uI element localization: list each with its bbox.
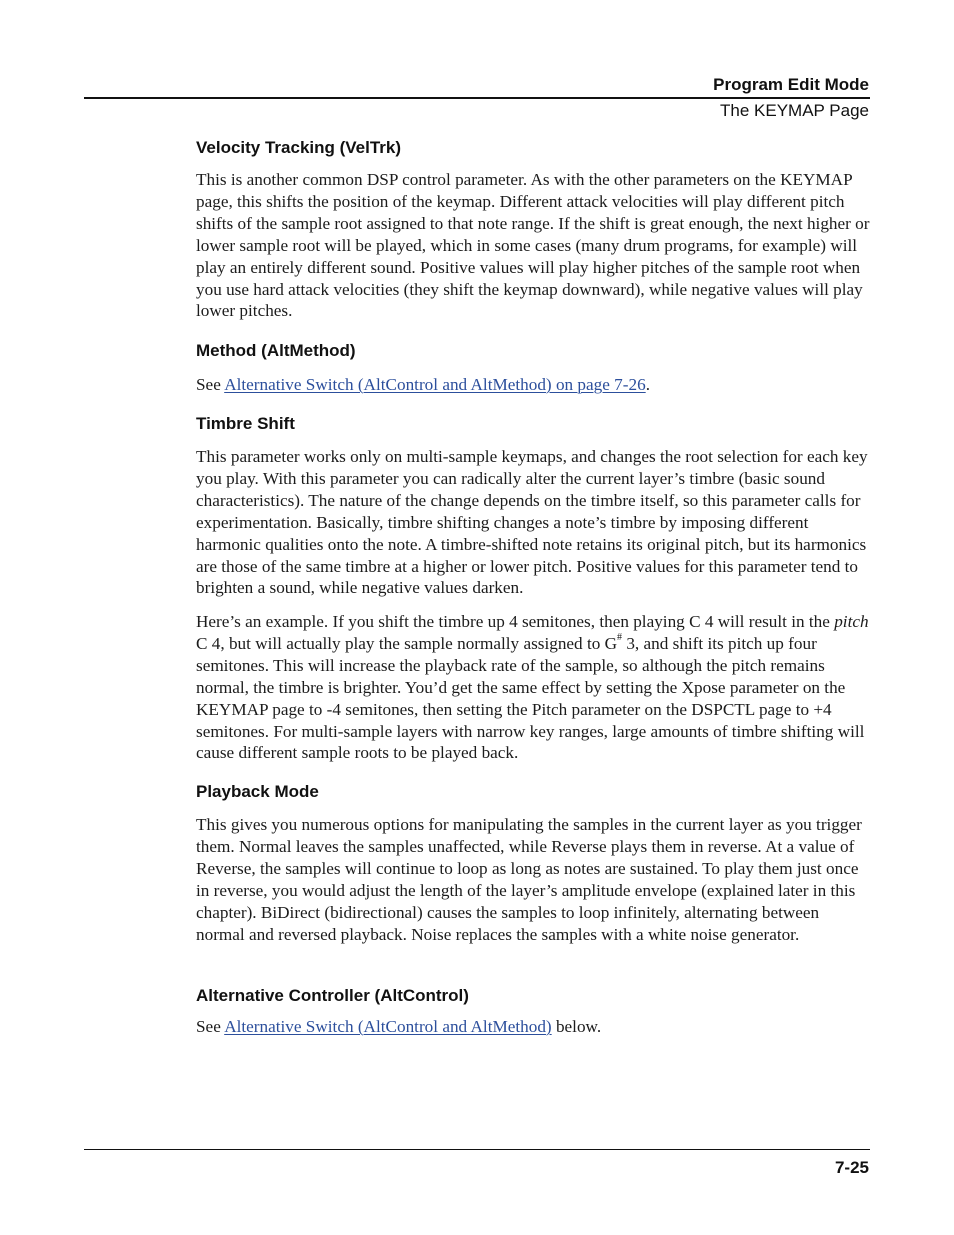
paragraph-alt-controller [196, 1016, 872, 1038]
paragraph-method [196, 374, 872, 396]
running-header-title: Program Edit Mode [713, 75, 869, 94]
text-run: 3, and shift its pitch up four semitones. This will increase the playback rate of the sample, so although the pitch remains normal, the timbre is brighter. You’d get the same effect by setting the Xpose parameter on the KEYMAP page to -4 semitones, then setting the Pitch parameter on the DSPCTL page to +4 semitones. For multi-sample layers with narrow key ranges, large amounts of timbre shifting will cause different sample roots to be played back. [196, 633, 865, 763]
paragraph-velocity-tracking: This is another common DSP control parameter. As with the other parameters on the KEYMAP page, this shifts the position of the keymap. Different attack velocities will play different pitch shifts of the sample root assigned to that note range. If the shift is great enough, the next higher or lower sample root will be played, which in some cases (many drum programs, for example) will play an entirely different sound. Positive values will play higher pitches of the sample root when you use hard attack velocities (they shift the keymap downward), while negative values will play lower pitches. [196, 170, 870, 321]
heading-playback-mode: Playback Mode [196, 782, 319, 801]
period-text: . [645, 375, 650, 394]
alt-switch-link[interactable]: Alternative Switch (AltControl and AltMethod) [224, 1017, 552, 1036]
header-rule [84, 97, 870, 99]
italic-pitch: pitch [834, 612, 869, 631]
running-header-subtitle: The KEYMAP Page [720, 101, 869, 120]
text-run: C 4, but will actually play the sample normally assigned to G [196, 633, 618, 653]
alt-switch-page-link[interactable]: Alternative Switch (AltControl and AltMethod) on page 7-26 [224, 375, 646, 394]
paragraph-timbre-shift-2 [196, 611, 872, 764]
see-text: See [196, 375, 221, 394]
page-number: 7-25 [834, 1158, 869, 1177]
paragraph-timbre-shift-1: This parameter works only on multi-sample keymaps, and changes the root selection for each key you play. With this parameter you can radically alter the current layer’s timbre (basic sound characteristics). The nature of the change depends on the timbre itself, so this parameter calls for experimentation. Basically, timbre shifting changes a note’s timbre by imposing different harmonic qualities onto the note. A timbre-shifted note retains its original pitch, but its harmonics are those of the same timbre at a higher or lower pitch. Positive values for this parameter tend to brighten a sound, while negative values darken. [196, 447, 868, 598]
heading-method: Method (AltMethod) [196, 341, 356, 360]
heading-timbre-shift: Timbre Shift [196, 414, 295, 433]
text-run: Here’s an example. If you shift the timbre up 4 semitones, then playing C 4 will result in the [196, 612, 830, 631]
heading-alt-controller: Alternative Controller (AltControl) [196, 986, 469, 1005]
see-text: See [196, 1017, 221, 1036]
below-text: below. [555, 1017, 602, 1036]
footer-rule [84, 1149, 870, 1150]
sharp-superscript: # [617, 632, 623, 644]
paragraph-playback-mode: This gives you numerous options for manipulating the samples in the current layer as you trigger them. Normal leaves the samples unaffected, while Reverse plays them in reverse. At a value of Reverse, the samples will continue to loop as long as notes are sustained. To play them just once in reverse, you would adjust the length of the layer’s amplitude envelope (explained later in this chapter). BiDirect (bidirectional) causes the samples to loop infinitely, alternating between normal and reversed playback. Noise replaces the samples with a white noise generator. [196, 815, 862, 944]
heading-velocity-tracking: Velocity Tracking (VelTrk) [196, 138, 402, 157]
